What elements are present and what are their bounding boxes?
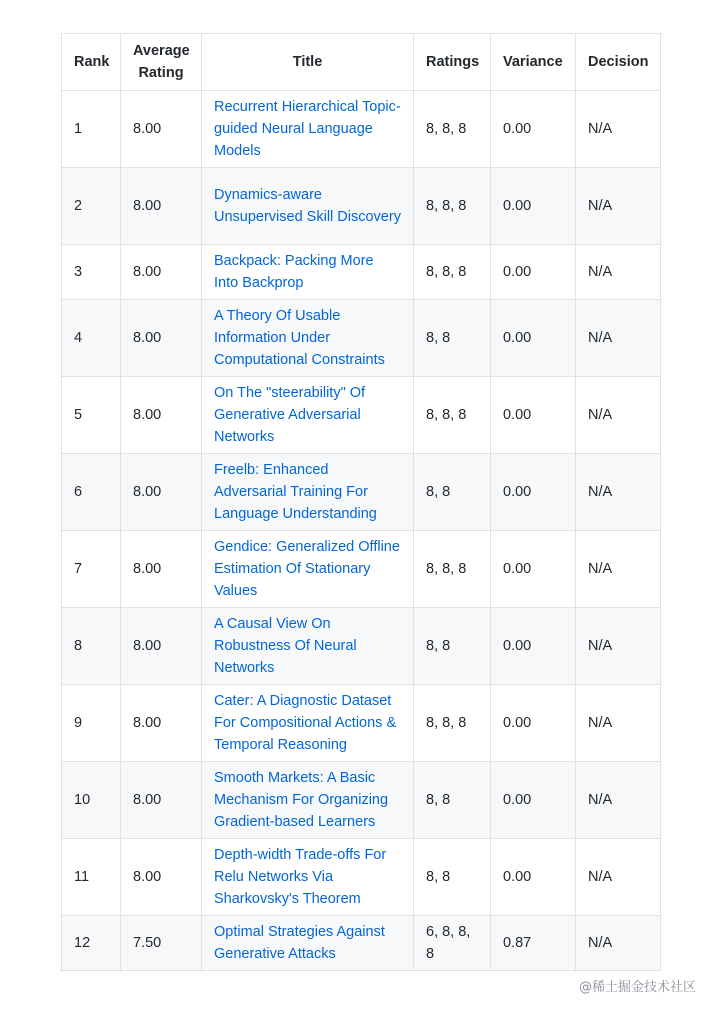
- table-row: [62, 608, 661, 685]
- rank-cell: 3: [62, 245, 121, 300]
- table-row: [62, 839, 661, 916]
- decision-cell: N/A: [576, 377, 661, 454]
- paper-title-link[interactable]: Cater: A Diagnostic Dataset For Compositional Actions & Temporal Reasoning: [214, 693, 397, 753]
- paper-title-link[interactable]: Depth-width Trade-offs For Relu Networks Via Sharkovsky's Theorem: [214, 847, 387, 907]
- title-cell: [202, 168, 414, 245]
- decision-cell: N/A: [576, 531, 661, 608]
- paper-title-link[interactable]: A Theory Of Usable Information Under Computational Constraints: [214, 308, 385, 368]
- paper-title-link[interactable]: A Causal View On Robustness Of Neural Networks: [214, 616, 357, 676]
- ratings-cell: 8, 8: [414, 454, 491, 531]
- variance-cell: 0.00: [491, 454, 576, 531]
- variance-cell: 0.00: [491, 839, 576, 916]
- rankings-table: [61, 33, 661, 971]
- rank-cell: 7: [62, 531, 121, 608]
- average-rating-cell: 8.00: [121, 608, 202, 685]
- ratings-cell: 8, 8, 8: [414, 245, 491, 300]
- decision-cell: N/A: [576, 245, 661, 300]
- rank-cell: 5: [62, 377, 121, 454]
- table-row: [62, 91, 661, 168]
- header-average-line1: Average: [133, 43, 190, 59]
- average-rating-cell: 7.50: [121, 916, 202, 971]
- table-row: [62, 245, 661, 300]
- variance-cell: 0.00: [491, 685, 576, 762]
- decision-cell: N/A: [576, 762, 661, 839]
- rank-cell: 8: [62, 608, 121, 685]
- average-rating-cell: 8.00: [121, 300, 202, 377]
- average-rating-cell: 8.00: [121, 245, 202, 300]
- title-cell: [202, 531, 414, 608]
- rank-cell: 1: [62, 91, 121, 168]
- variance-cell: 0.00: [491, 168, 576, 245]
- title-cell: [202, 916, 414, 971]
- paper-title-link[interactable]: On The "steerability" Of Generative Adversarial Networks: [214, 385, 366, 445]
- rank-cell: 6: [62, 454, 121, 531]
- ratings-cell: 8, 8, 8: [414, 91, 491, 168]
- average-rating-cell: 8.00: [121, 91, 202, 168]
- title-cell: [202, 91, 414, 168]
- table-header-row: [62, 34, 661, 91]
- variance-cell: 0.00: [491, 91, 576, 168]
- header-average-line2: Rating: [138, 65, 184, 81]
- rank-cell: 10: [62, 762, 121, 839]
- header-title: Title: [202, 34, 414, 91]
- table-row: [62, 685, 661, 762]
- paper-title-link[interactable]: Optimal Strategies Against Generative Attacks: [214, 924, 385, 962]
- decision-cell: N/A: [576, 300, 661, 377]
- title-cell: [202, 454, 414, 531]
- rank-cell: 12: [62, 916, 121, 971]
- decision-cell: N/A: [576, 91, 661, 168]
- variance-cell: 0.00: [491, 608, 576, 685]
- ratings-cell: 8, 8: [414, 300, 491, 377]
- title-cell: [202, 300, 414, 377]
- ratings-cell: 8, 8: [414, 839, 491, 916]
- variance-cell: 0.87: [491, 916, 576, 971]
- average-rating-cell: 8.00: [121, 168, 202, 245]
- table-row: [62, 454, 661, 531]
- variance-cell: 0.00: [491, 762, 576, 839]
- ratings-cell: 8, 8: [414, 762, 491, 839]
- rank-cell: 11: [62, 839, 121, 916]
- table-row: [62, 762, 661, 839]
- ratings-cell: 8, 8, 8: [414, 531, 491, 608]
- header-ratings: Ratings: [414, 34, 491, 91]
- header-variance: Variance: [491, 34, 576, 91]
- decision-cell: N/A: [576, 454, 661, 531]
- variance-cell: 0.00: [491, 300, 576, 377]
- average-rating-cell: 8.00: [121, 762, 202, 839]
- title-cell: [202, 245, 414, 300]
- rank-cell: 2: [62, 168, 121, 245]
- variance-cell: 0.00: [491, 245, 576, 300]
- ratings-cell: 8, 8: [414, 608, 491, 685]
- title-cell: [202, 685, 414, 762]
- paper-title-link[interactable]: Backpack: Packing More Into Backprop: [214, 253, 374, 291]
- decision-cell: N/A: [576, 839, 661, 916]
- variance-cell: 0.00: [491, 377, 576, 454]
- variance-cell: 0.00: [491, 531, 576, 608]
- ratings-cell: 8, 8, 8: [414, 168, 491, 245]
- ratings-cell: 8, 8, 8: [414, 377, 491, 454]
- table-row: [62, 377, 661, 454]
- decision-cell: N/A: [576, 168, 661, 245]
- title-cell: [202, 762, 414, 839]
- average-rating-cell: 8.00: [121, 685, 202, 762]
- table-row: [62, 300, 661, 377]
- average-rating-cell: 8.00: [121, 377, 202, 454]
- average-rating-cell: 8.00: [121, 454, 202, 531]
- header-rank: Rank: [62, 34, 121, 91]
- table-row: [62, 916, 661, 971]
- header-average-rating: [121, 34, 202, 91]
- watermark: @稀土掘金技术社区: [578, 980, 696, 995]
- header-decision: Decision: [576, 34, 661, 91]
- decision-cell: N/A: [576, 608, 661, 685]
- decision-cell: N/A: [576, 916, 661, 971]
- title-cell: [202, 377, 414, 454]
- average-rating-cell: 8.00: [121, 531, 202, 608]
- average-rating-cell: 8.00: [121, 839, 202, 916]
- title-cell: [202, 608, 414, 685]
- paper-title-link[interactable]: Freelb: Enhanced Adversarial Training For Language Understanding: [214, 462, 377, 522]
- decision-cell: N/A: [576, 685, 661, 762]
- rank-cell: 9: [62, 685, 121, 762]
- rank-cell: 4: [62, 300, 121, 377]
- paper-title-link[interactable]: Gendice: Generalized Offline Estimation Of Stationary Values: [214, 539, 400, 599]
- title-cell: [202, 839, 414, 916]
- table-row: [62, 531, 661, 608]
- paper-title-link[interactable]: Dynamics-aware Unsupervised Skill Discovery: [214, 187, 401, 225]
- paper-title-link[interactable]: Smooth Markets: A Basic Mechanism For Organizing Gradient-based Learners: [214, 770, 389, 830]
- ratings-cell: 8, 8, 8: [414, 685, 491, 762]
- ratings-cell: 6, 8, 8, 8: [414, 916, 491, 971]
- paper-title-link[interactable]: Recurrent Hierarchical Topic-guided Neural Language Models: [214, 99, 401, 159]
- table-row: [62, 168, 661, 245]
